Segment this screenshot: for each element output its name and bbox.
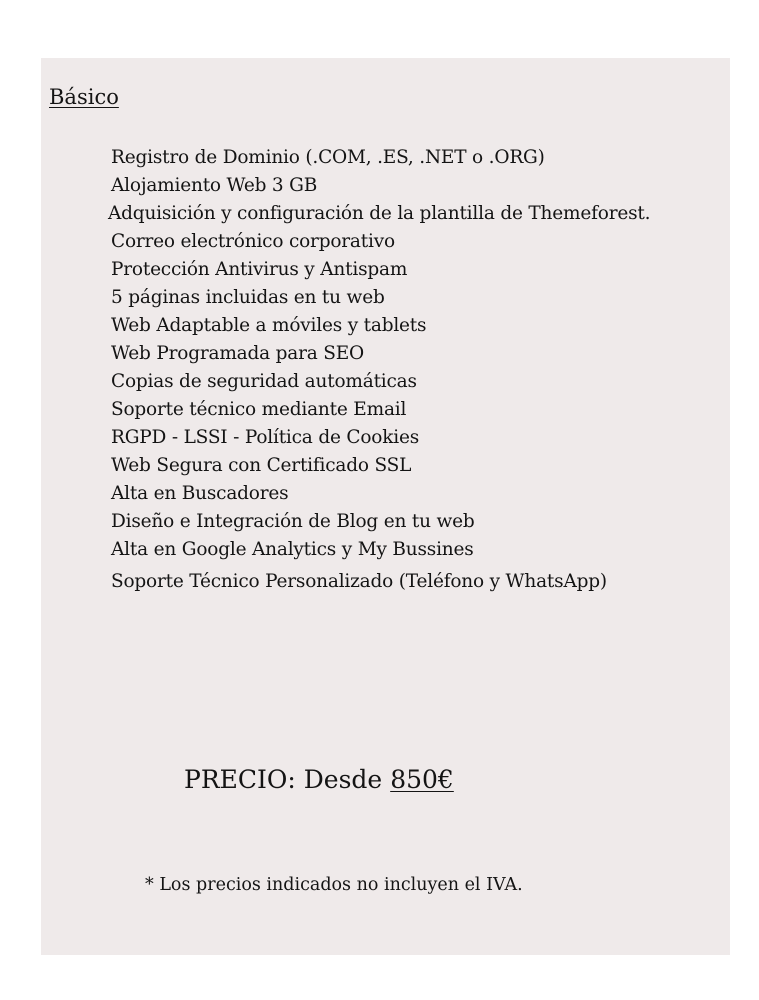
feature-item: Alta en Google Analytics y My Bussines <box>111 539 474 560</box>
feature-item: Web Adaptable a móviles y tablets <box>111 315 427 336</box>
feature-item: Alojamiento Web 3 GB <box>111 175 318 196</box>
feature-item: RGPD - LSSI - Política de Cookies <box>111 427 419 448</box>
feature-item: Soporte técnico mediante Email <box>111 399 407 420</box>
feature-item: Diseño e Integración de Blog en tu web <box>111 511 475 532</box>
price-amount: 850€ <box>390 765 454 794</box>
feature-item: Protección Antivirus y Antispam <box>111 259 408 280</box>
feature-item: 5 páginas incluidas en tu web <box>111 287 385 308</box>
feature-item: Alta en Buscadores <box>111 483 289 504</box>
price <box>184 764 454 796</box>
feature-item: Web Programada para SEO <box>111 343 365 364</box>
feature-item: Registro de Dominio (.COM, .ES, .NET o .ORG) <box>111 147 545 168</box>
feature-item: Web Segura con Certificado SSL <box>111 455 412 476</box>
feature-item: Soporte Técnico Personalizado (Teléfono y WhatsApp) <box>111 571 607 592</box>
vat-note: * Los precios indicados no incluyen el IVA. <box>145 875 523 895</box>
plan-title: Básico <box>49 85 119 109</box>
feature-item: Correo electrónico corporativo <box>111 231 395 252</box>
feature-item: Copias de seguridad automáticas <box>111 371 417 392</box>
pricing-card <box>41 58 730 955</box>
feature-list <box>108 144 651 596</box>
price-label: PRECIO: Desde <box>184 765 383 794</box>
feature-item: Adquisición y configuración de la plantilla de Themeforest. <box>108 203 651 224</box>
